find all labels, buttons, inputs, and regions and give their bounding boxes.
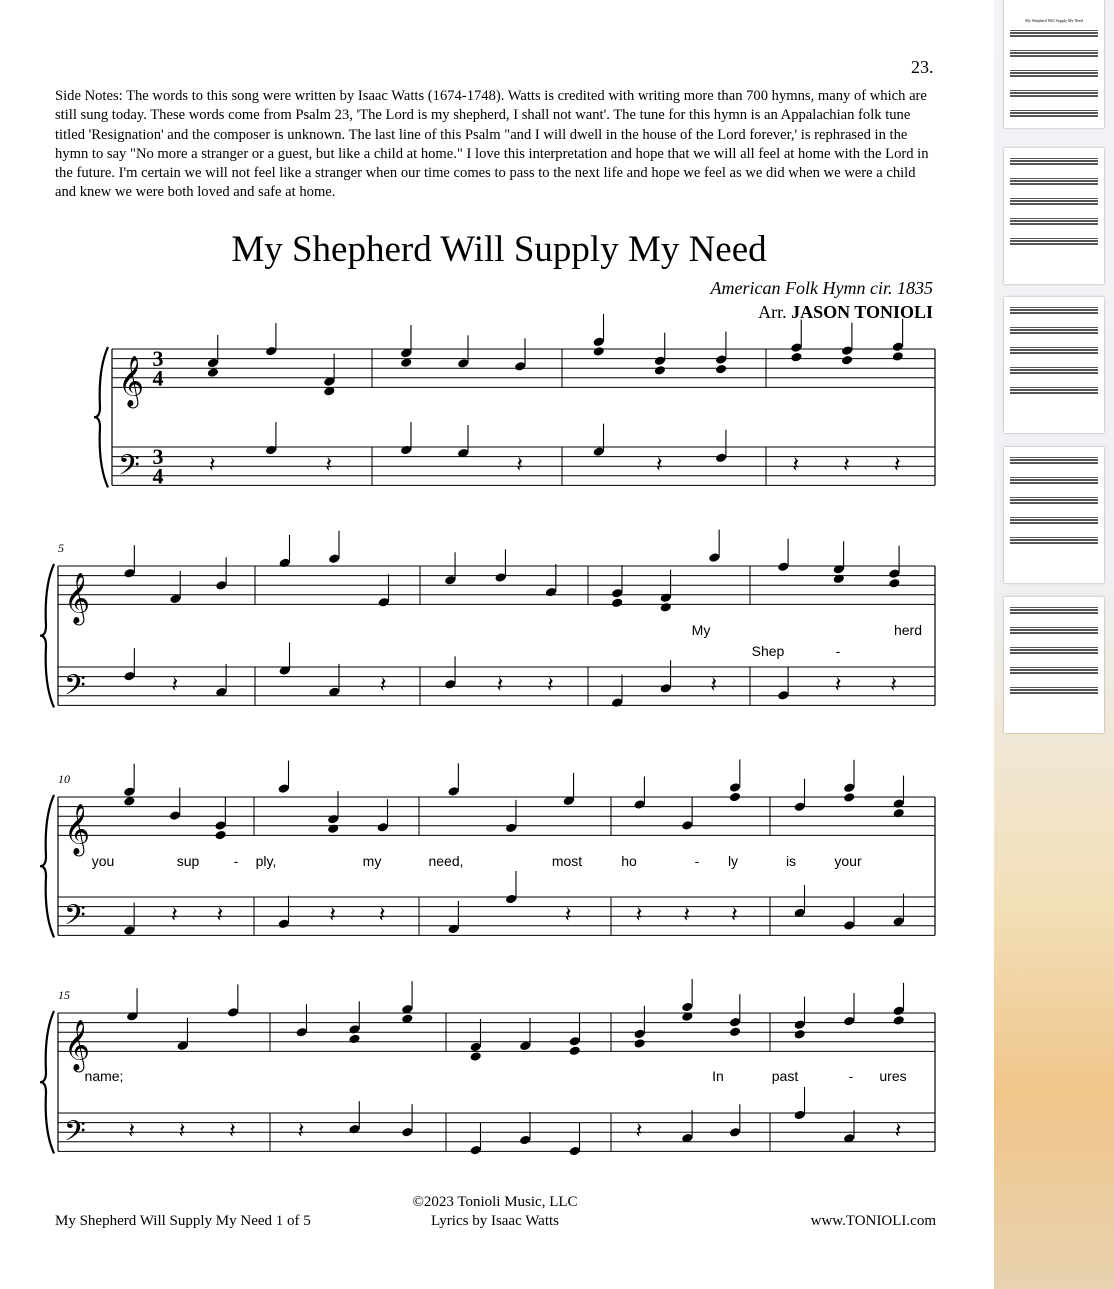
quarter-rest: 𝄽: [731, 902, 738, 928]
quarter-rest: 𝄽: [710, 672, 718, 698]
brace: [40, 564, 54, 707]
lyric-syllable: ho: [621, 853, 637, 869]
quarter-rest: 𝄽: [297, 1118, 305, 1144]
note-head: [892, 351, 904, 362]
quarter-rest: 𝄽: [843, 452, 850, 478]
side-notes: Side Notes: The words to this song were written by Isaac Watts (1674-1748). Watts is credited with writing more than 700 hymns, many of which are still sung today. These words come from Psalm 23, 'The Lord is my shepherd, I shall not want'. The tune for this hymn is an Appalachian folk tune titled 'Resignation' and the composer is unknown. The last line of this Psalm "and I will dwell in the house of the Lord forever,' is rephrased in the hymn to say "No more a stranger or a guest, but like a child at home." I love this interpretation and hope that we will all feel at home with the Lord in the future. I'm certain we will not feel like a stranger when our time comes to pass to the next life and hope we feel as we did when we were a child and knew we were both loved and safe at home.: [55, 88, 929, 201]
lyric-syllable: my: [362, 853, 382, 869]
lyric-syllable: past: [771, 1068, 799, 1084]
lyric-syllable: your: [834, 853, 862, 869]
measure-number: 15: [58, 988, 70, 1002]
quarter-rest: 𝄽: [379, 672, 387, 698]
quarter-rest: 𝄽: [329, 902, 336, 928]
quarter-rest: 𝄽: [792, 452, 800, 478]
thumbnail-label: My Shepherd Will Supply My Need: [1025, 18, 1083, 23]
note-head: [893, 808, 905, 819]
note-head: [593, 346, 605, 357]
note-head: [123, 796, 135, 807]
arranger-prefix: Arr.: [758, 302, 787, 322]
arranger-name: JASON TONIOLI: [791, 302, 933, 322]
time-signature-bottom: 4: [152, 365, 164, 391]
lyric-syllable: name;: [84, 1068, 124, 1084]
lyric-syllable: sup: [176, 853, 200, 869]
quarter-rest: 𝄽: [325, 452, 333, 478]
quarter-rest: 𝄽: [516, 452, 523, 478]
time-signature-top: 3: [152, 444, 164, 470]
lyric-syllable: most: [551, 853, 583, 869]
lyric-syllable: ures: [879, 1068, 907, 1084]
note-head: [207, 367, 219, 378]
treble-clef: 𝄞: [64, 803, 91, 855]
lyric-syllable: is: [785, 853, 797, 869]
footer-page-label: My Shepherd Will Supply My Need 1 of 5: [55, 1213, 311, 1229]
quarter-rest: 𝄽: [496, 672, 504, 698]
lyric-syllable: -: [233, 853, 239, 869]
note-head: [841, 355, 853, 366]
quarter-rest: 𝄽: [171, 672, 179, 698]
treble-clef: 𝄞: [64, 572, 91, 624]
lyric-syllable: -: [848, 1068, 854, 1084]
quarter-rest: 𝄽: [893, 452, 901, 478]
lyric-syllable: -: [835, 643, 841, 659]
website: www.TONIOLI.com: [810, 1213, 936, 1229]
bass-clef: 𝄢: [64, 898, 86, 939]
quarter-rest: 𝄽: [655, 452, 663, 478]
bass-clef: 𝄢: [64, 668, 86, 709]
page-thumbnail-5[interactable]: [1004, 597, 1104, 733]
measure-number: 5: [58, 541, 64, 555]
note-head: [715, 364, 727, 375]
note-head: [660, 602, 672, 613]
note-head: [794, 1029, 806, 1040]
page-thumbnail-3[interactable]: [1004, 297, 1104, 433]
note-head: [833, 573, 845, 584]
song-title: My Shepherd Will Supply My Need: [231, 229, 767, 270]
note-head: [843, 792, 855, 803]
note-head: [470, 1051, 482, 1062]
lyric-syllable: My: [691, 622, 711, 638]
note-head: [729, 1026, 741, 1037]
note-head: [654, 365, 666, 376]
page-thumbnail-1[interactable]: [1004, 0, 1104, 128]
footer-credits: [395, 1193, 595, 1231]
lyrics-credit: Lyrics by Isaac Watts: [430, 1213, 560, 1229]
quarter-rest: 𝄽: [208, 452, 216, 478]
quarter-rest: 𝄽: [547, 672, 554, 698]
quarter-rest: 𝄽: [128, 1118, 135, 1144]
lyric-syllable: herd: [893, 622, 923, 638]
quarter-rest: 𝄽: [834, 672, 842, 698]
quarter-rest: 𝄽: [178, 1118, 186, 1144]
note-head: [569, 1045, 581, 1056]
lyric-syllable: you: [91, 853, 115, 869]
bass-clef: 𝄢: [118, 448, 140, 489]
treble-clef: 𝄞: [118, 355, 145, 407]
copyright: ©2023 Tonioli Music, LLC: [412, 1194, 578, 1210]
brace: [94, 347, 108, 487]
note-head: [611, 597, 623, 608]
time-signature-bottom: 4: [152, 463, 164, 489]
time-signature-top: 3: [152, 346, 164, 372]
brace: [40, 1011, 54, 1153]
page-number: 23.: [911, 57, 934, 77]
quarter-rest: 𝄽: [564, 902, 572, 928]
quarter-rest: 𝄽: [378, 902, 386, 928]
treble-clef: 𝄞: [64, 1019, 91, 1071]
lyric-syllable: In: [712, 1068, 724, 1084]
note-head: [633, 1038, 645, 1049]
brace: [40, 795, 54, 937]
page-thumbnail-2[interactable]: [1004, 148, 1104, 284]
note-head: [348, 1034, 360, 1045]
quarter-rest: 𝄽: [170, 902, 178, 928]
quarter-rest: 𝄽: [229, 1118, 236, 1144]
page-thumbnail-4[interactable]: [1004, 447, 1104, 583]
quarter-rest: 𝄽: [216, 902, 224, 928]
note-head: [729, 792, 741, 803]
quarter-rest: 𝄽: [635, 902, 643, 928]
measure-number: 10: [58, 772, 70, 786]
note-head: [790, 352, 802, 363]
page-thumbnail-sidebar: [994, 0, 1114, 1289]
bass-clef: 𝄢: [64, 1114, 86, 1155]
lyric-syllable: ly: [727, 853, 739, 869]
quarter-rest: 𝄽: [683, 902, 691, 928]
lyric-syllable: ply,: [255, 853, 277, 869]
quarter-rest: 𝄽: [894, 1118, 902, 1144]
note-head: [888, 578, 900, 589]
composer-credit: American Folk Hymn cir. 1835: [710, 278, 933, 298]
quarter-rest: 𝄽: [635, 1118, 643, 1144]
note-head: [893, 1015, 905, 1026]
quarter-rest: 𝄽: [890, 672, 898, 698]
note-head: [327, 823, 339, 834]
lyric-syllable: -: [694, 853, 700, 869]
note-head: [214, 830, 226, 841]
lyric-syllable: Shep: [751, 643, 785, 659]
lyric-syllable: need,: [428, 853, 464, 869]
